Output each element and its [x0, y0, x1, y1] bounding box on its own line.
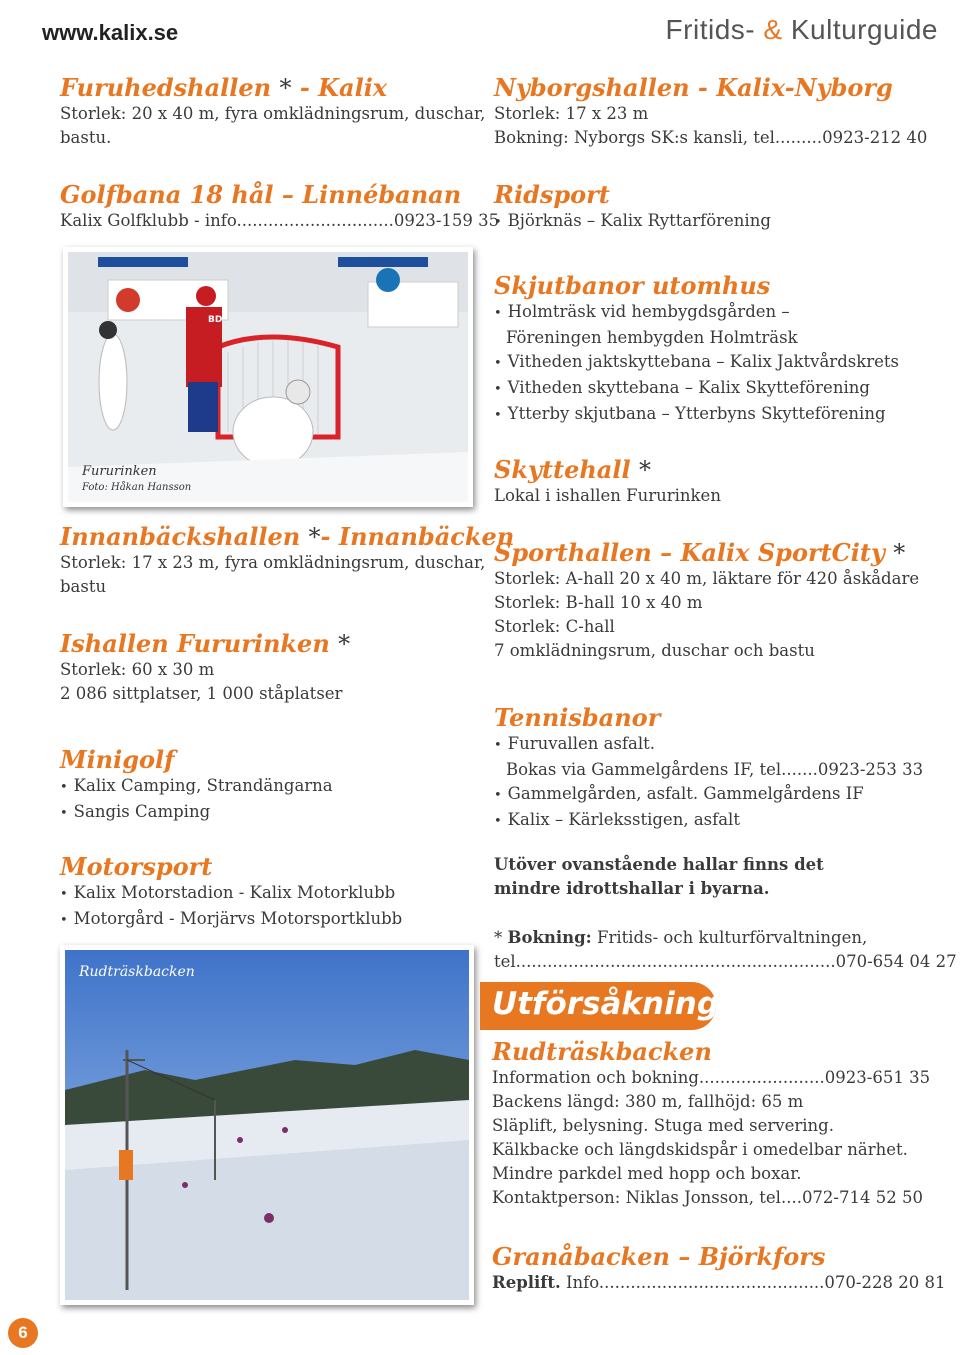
innanback-section: [60, 523, 514, 599]
utforsakning-heading: Utförsåkning: [492, 986, 720, 1022]
rudtrask-line: Backens längd: 380 m, fallhöjd: 65 m: [492, 1092, 804, 1111]
skjut-item: • Ytterby skjutbana – Ytterbyns Skytteförening: [494, 402, 899, 428]
tennis-title: Tennisbanor: [494, 703, 661, 732]
rudtrask-title: Rudträskbacken: [492, 1037, 712, 1066]
utover-line2: mindre idrottshallar i byarna.: [494, 879, 770, 898]
ridsport-item: • Björknäs – Kalix Ryttarförening: [494, 209, 771, 235]
sporthallen-line4: 7 omklädningsrum, duschar och bastu: [494, 641, 815, 660]
ridsport-title: Ridsport: [494, 180, 610, 209]
skjut-section: [494, 272, 899, 428]
skyttehall-title: Skyttehall *: [494, 455, 651, 484]
tennis-item: • Furuvallen asfalt.: [494, 732, 923, 758]
rudtrask-line: Kälkbacke och längdskidspår i omedelbar närhet.: [492, 1140, 908, 1159]
rudtrask-line: Mindre parkdel med hopp och boxar.: [492, 1164, 802, 1183]
rudtrask-line: Släplift, belysning. Stuga med servering.: [492, 1116, 834, 1135]
rudtrask-line: Information och bokning........................0923-651 35: [492, 1068, 931, 1087]
sporthallen-section: [494, 539, 919, 663]
motorsport-title: Motorsport: [60, 852, 213, 881]
tennis-item-cont: Bokas via Gammelgårdens IF, tel.......0923-253 33: [506, 760, 924, 779]
skjut-title: Skjutbanor utomhus: [494, 271, 771, 300]
golfbana-line1: Kalix Golfklubb - info..............................0923-159 35: [60, 211, 500, 230]
skjut-item-cont: Föreningen hembygden Holmträsk: [506, 328, 798, 347]
skjut-item: • Vitheden skyttebana – Kalix Skytteförening: [494, 376, 899, 402]
granabacken-title: Granåbacken – Björkfors: [492, 1242, 826, 1271]
ski-slope-photo: [60, 945, 474, 1305]
golfbana-title: Golfbana 18 hål – Linnébanan: [60, 180, 462, 209]
sporthallen-line2: Storlek: B-hall 10 x 40 m: [494, 593, 703, 612]
guide-title-b: Kulturguide: [790, 14, 938, 45]
minigolf-title: Minigolf: [60, 745, 175, 774]
rudtrask-line: Kontaktperson: Niklas Jonsson, tel....072-714 52 50: [492, 1188, 923, 1207]
page-number: 6: [8, 1318, 38, 1348]
golfbana-section: [60, 181, 499, 233]
bokning-section: [494, 926, 957, 974]
nyborg-section: [494, 74, 927, 150]
nyborg-line2: Bokning: Nyborgs SK:s kansli, tel.........0923-212 40: [494, 128, 928, 147]
motorsport-item: • Kalix Motorstadion - Kalix Motorklubb: [60, 881, 402, 907]
bokning-line1: * Bokning: Fritids- och kulturförvaltningen,: [494, 928, 868, 947]
sporthallen-line1: Storlek: A-hall 20 x 40 m, läktare för 420 åskådare: [494, 569, 920, 588]
rudtrask-section: [492, 1038, 930, 1210]
ishallen-section: [60, 630, 350, 706]
minigolf-section: [60, 746, 333, 826]
furuhedshallen-line1: Storlek: 20 x 40 m, fyra omklädningsrum, duschar,: [60, 104, 486, 123]
tennis-section: [494, 704, 923, 834]
granabacken-section: [492, 1243, 945, 1295]
tennis-item: • Kalix – Kärleksstigen, asfalt: [494, 808, 923, 834]
innanback-line2: bastu: [60, 577, 107, 596]
photo1-credit: Foto: Håkan Hansson: [82, 482, 192, 493]
innanback-title: Innanbäckshallen *- Innanbäcken: [60, 522, 515, 551]
granabacken-line: Replift. Info...........................................070-228 20 81: [492, 1273, 946, 1292]
furuhedshallen-section: [60, 74, 485, 150]
site-url[interactable]: www.kalix.se: [42, 20, 179, 45]
guide-title: [666, 14, 938, 46]
hockey-photo: [63, 247, 473, 507]
ishallen-title: Ishallen Fururinken *: [60, 629, 351, 658]
nyborg-title: Nyborgshallen - Kalix-Nyborg: [494, 73, 893, 102]
motorsport-item: • Motorgård - Morjärvs Motorsportklubb: [60, 907, 402, 933]
ishallen-line1: Storlek: 60 x 30 m: [60, 660, 215, 679]
photo2-caption: Rudträskbacken: [79, 964, 195, 980]
ishallen-line2: 2 086 sittplatser, 1 000 ståplatser: [60, 684, 343, 703]
ski-illustration: [65, 950, 469, 1300]
utover-line1: Utöver ovanstående hallar finns det: [494, 855, 824, 874]
innanback-line1: Storlek: 17 x 23 m, fyra omklädningsrum, duschar,: [60, 553, 486, 572]
minigolf-item: • Kalix Camping, Strandängarna: [60, 774, 333, 800]
utover-section: [494, 853, 824, 901]
skjut-item: • Holmträsk vid hembygdsgården –: [494, 300, 899, 326]
ridsport-section: [494, 181, 771, 235]
furuhedshallen-line2: bastu.: [60, 128, 112, 147]
guide-title-a: Fritids-: [665, 14, 756, 45]
bokning-line2: tel.............................................................070-654 04 27: [494, 952, 957, 971]
sporthallen-line3: Storlek: C-hall: [494, 617, 615, 636]
minigolf-item: • Sangis Camping: [60, 800, 333, 826]
skyttehall-line1: Lokal i ishallen Fururinken: [494, 486, 721, 505]
skyttehall-section: [494, 456, 721, 508]
sporthallen-title: Sporthallen – Kalix SportCity *: [494, 538, 906, 567]
motorsport-section: [60, 853, 402, 933]
svg-text:BD: BD: [208, 315, 223, 325]
guide-title-amp: &: [763, 14, 783, 45]
nyborg-line1: Storlek: 17 x 23 m: [494, 104, 649, 123]
tennis-item: • Gammelgården, asfalt. Gammelgårdens IF: [494, 782, 923, 808]
skjut-item: • Vitheden jaktskyttebana – Kalix Jaktvårdskrets: [494, 350, 899, 376]
photo1-caption: Fururinken: [82, 464, 157, 479]
furuhedshallen-title: Furuhedshallen * - Kalix: [60, 73, 388, 102]
